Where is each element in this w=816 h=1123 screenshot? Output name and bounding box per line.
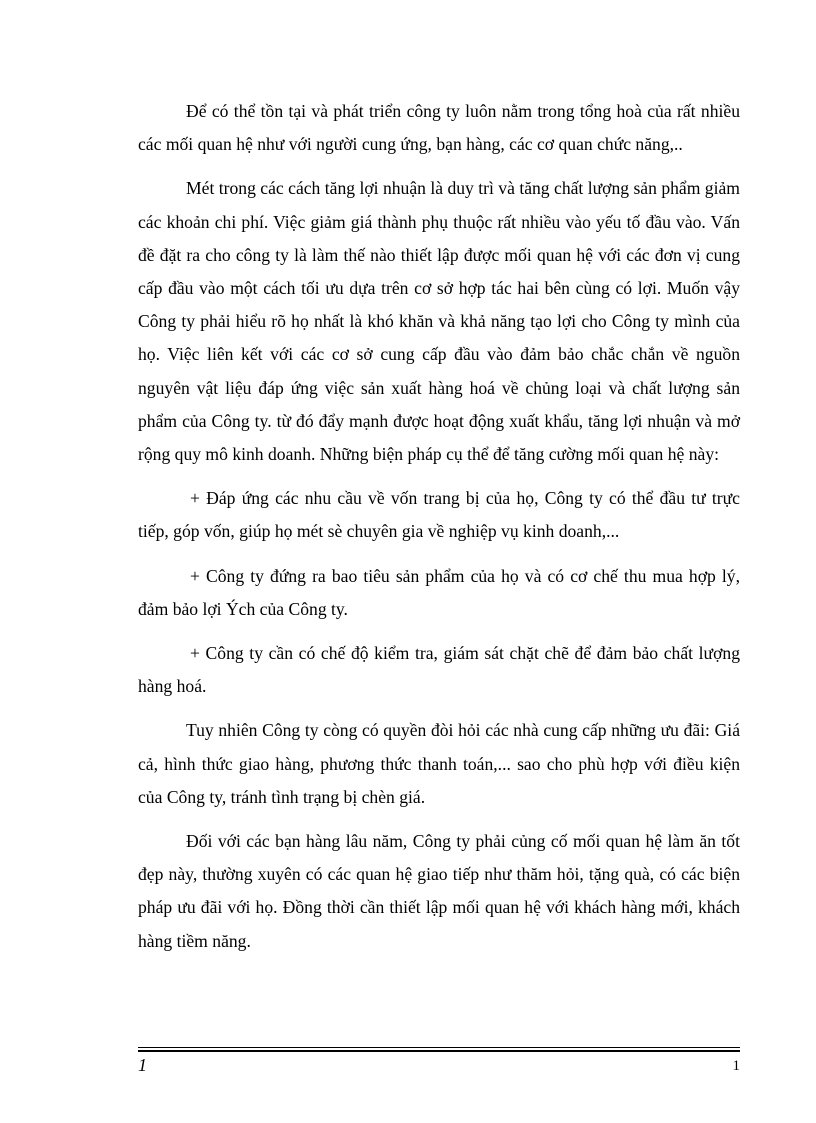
footer-divider-thick: [138, 1050, 740, 1052]
document-body: [138, 95, 740, 969]
bullet-capital-support: + Đáp ứng các nhu cầu về vốn trang bị của họ, Công ty có thể đầu tư trực tiếp, góp vốn, giúp họ mét sè chuyên gia về nghiệp vụ kinh doanh,...: [138, 488, 740, 542]
footer-left-mark: 1: [138, 1055, 147, 1075]
paragraph-supplier-incentives: Tuy nhiên Công ty còng có quyền đòi hỏi các nhà cung cấp những ưu đãi: Giá cả, hình thức giao hàng, phương thức thanh toán,... sao cho phù hợp với điều kiện của Công ty, tránh tình trạng bị chèn giá.: [138, 720, 740, 807]
bullet-purchase-guarantee: + Công ty đứng ra bao tiêu sản phẩm của họ và có cơ chế thu mua hợp lý, đảm bảo lợi Ých của Công ty.: [138, 565, 740, 619]
paragraph-customer-relations: Đối với các bạn hàng lâu năm, Công ty phải củng cố mối quan hệ làm ăn tốt đẹp này, thường xuyên có các quan hệ giao tiếp như thăm hỏi, tặng quà, có các biện pháp ưu đãi với họ. Đồng thời cần thiết lập mối quan hệ với khách hàng mới, khách hàng tiềm năng.: [138, 831, 740, 951]
paragraph-profit: Mét trong các cách tăng lợi nhuận là duy trì và tăng chất lượng sản phẩm giảm các khoản chi phí. Việc giảm giá thành phụ thuộc rất nhiều vào yếu tố đầu vào. Vấn đề đặt ra cho công ty là làm thế nào thiết lập được mối quan hệ với các đơn vị cung cấp đầu vào một cách tối ưu dựa trên cơ sở hợp tác hai bên cùng có lợi. Muốn vậy Công ty phải hiểu rõ họ nhất là khó khăn và khả năng tạo lợi cho Công ty mình của họ. Việc liên kết với các cơ sở cung cấp đầu vào đảm bảo chắc chắn về nguồn nguyên vật liệu đáp ứng việc sản xuất hàng hoá về chủng loại và chất lượng sản phẩm của Công ty. từ đó đẩy mạnh được hoạt động xuất khẩu, tăng lợi nhuận và mở rộng quy mô kinh doanh. Những biện pháp cụ thể để tăng cường mối quan hệ này:: [138, 178, 740, 465]
footer-divider: [138, 1047, 740, 1048]
bullet-quality-control: + Công ty cần có chế độ kiểm tra, giám sát chặt chẽ để đảm bảo chất lượng hàng hoá.: [138, 643, 740, 697]
paragraph-intro: Để có thể tồn tại và phát triển công ty luôn nằm trong tổng hoà của rất nhiều các mối quan hệ như với người cung ứng, bạn hàng, các cơ quan chức năng,..: [138, 101, 740, 155]
page-number: 1: [732, 1058, 740, 1074]
